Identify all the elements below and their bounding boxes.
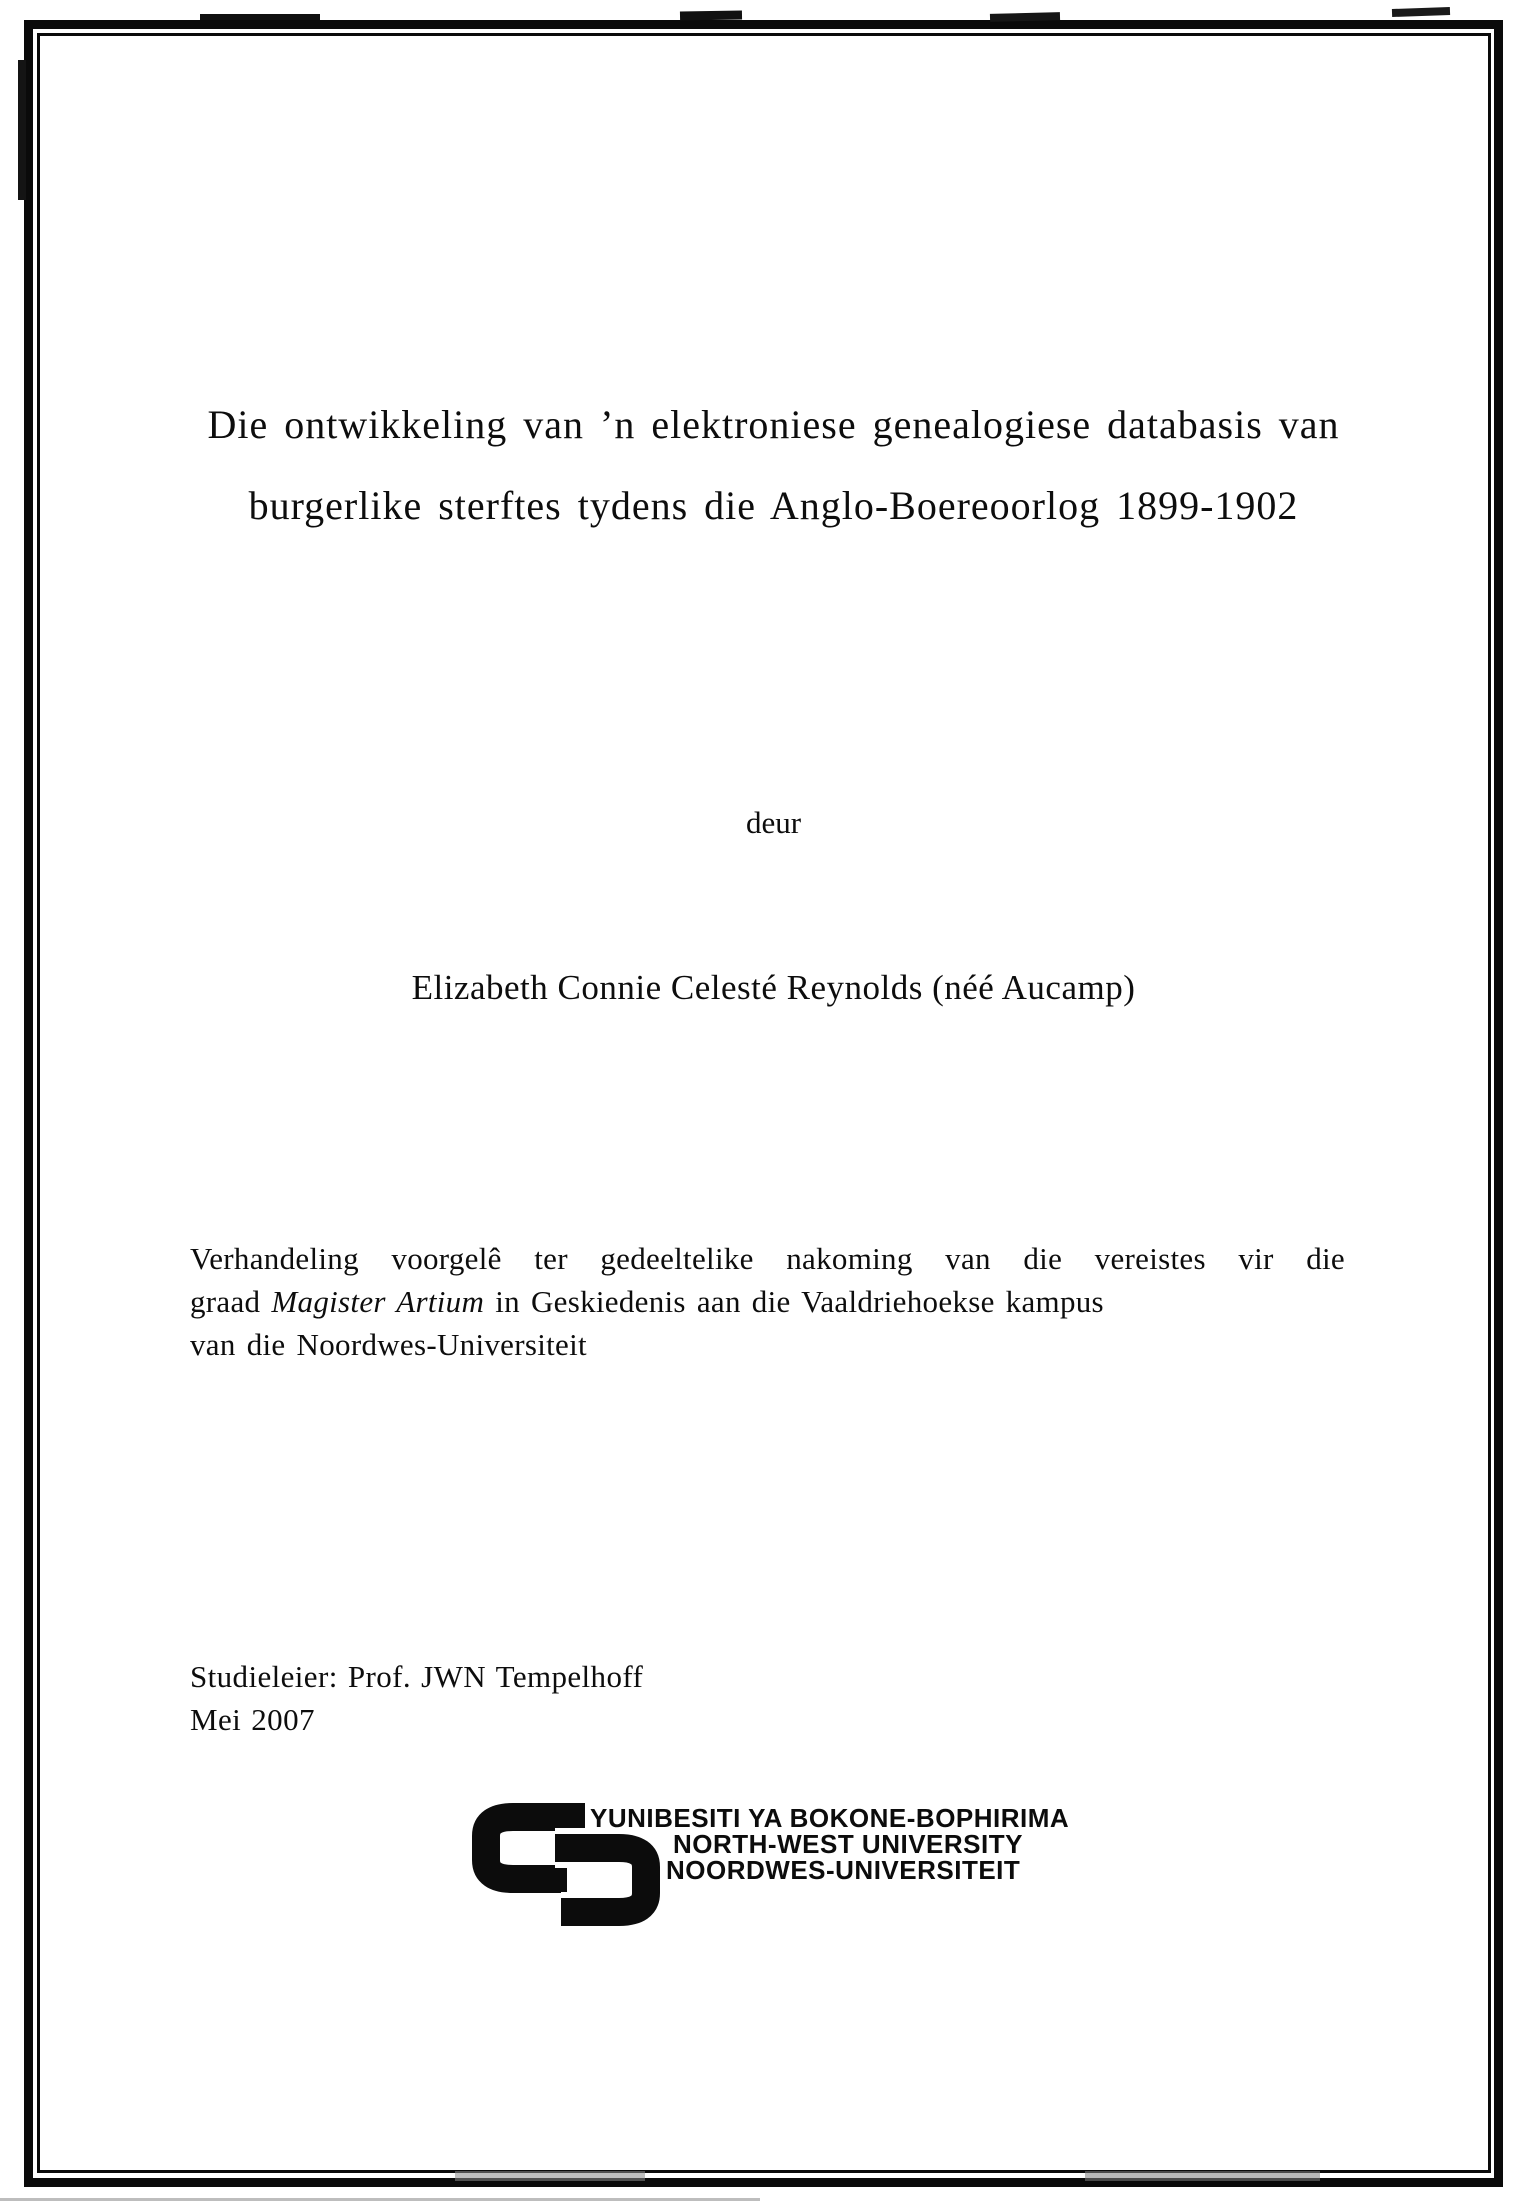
degree-name-italic: Magister Artium bbox=[271, 1284, 485, 1319]
logo-line-english: NORTH-WEST UNIVERSITY bbox=[673, 1829, 1023, 1859]
thesis-title bbox=[95, 384, 1452, 546]
supervisor-line: Studieleier: Prof. JWN Tempelhoff bbox=[190, 1659, 644, 1694]
byline-label: deur bbox=[745, 805, 802, 840]
thesis-statement bbox=[190, 1237, 1345, 1366]
statement-line-2-post: in Geskiedenis aan die Vaaldriehoekse kampus bbox=[484, 1284, 1104, 1319]
thesis-title-line-1: Die ontwikkeling van ’n elektroniese genealogiese databasis van bbox=[207, 402, 1340, 447]
thesis-title-line-2: burgerlike sterftes tydens die Anglo-Boereoorlog 1899-1902 bbox=[248, 483, 1299, 528]
statement-line-2-pre: graad bbox=[190, 1284, 272, 1319]
statement-line-2 bbox=[190, 1280, 1345, 1323]
author-name: Elizabeth Connie Celesté Reynolds (néé Aucamp) bbox=[411, 968, 1136, 1007]
supervisor-block bbox=[190, 1655, 643, 1741]
scan-artifact bbox=[0, 2198, 760, 2201]
university-logo-wordmark bbox=[585, 1805, 1069, 1883]
statement-line-1: Verhandeling voorgelê ter gedeeltelike nakoming van die vereistes vir die bbox=[190, 1241, 1345, 1276]
scan-artifact bbox=[1392, 7, 1450, 17]
logo-line-afrikaans: NOORDWES-UNIVERSITEIT bbox=[666, 1855, 1021, 1885]
date-line: Mei 2007 bbox=[190, 1702, 315, 1737]
logo-line-setswana: YUNIBESITI YA BOKONE-BOPHIRIMA bbox=[590, 1803, 1070, 1833]
statement-line-3: van die Noordwes-Universiteit bbox=[190, 1327, 587, 1362]
